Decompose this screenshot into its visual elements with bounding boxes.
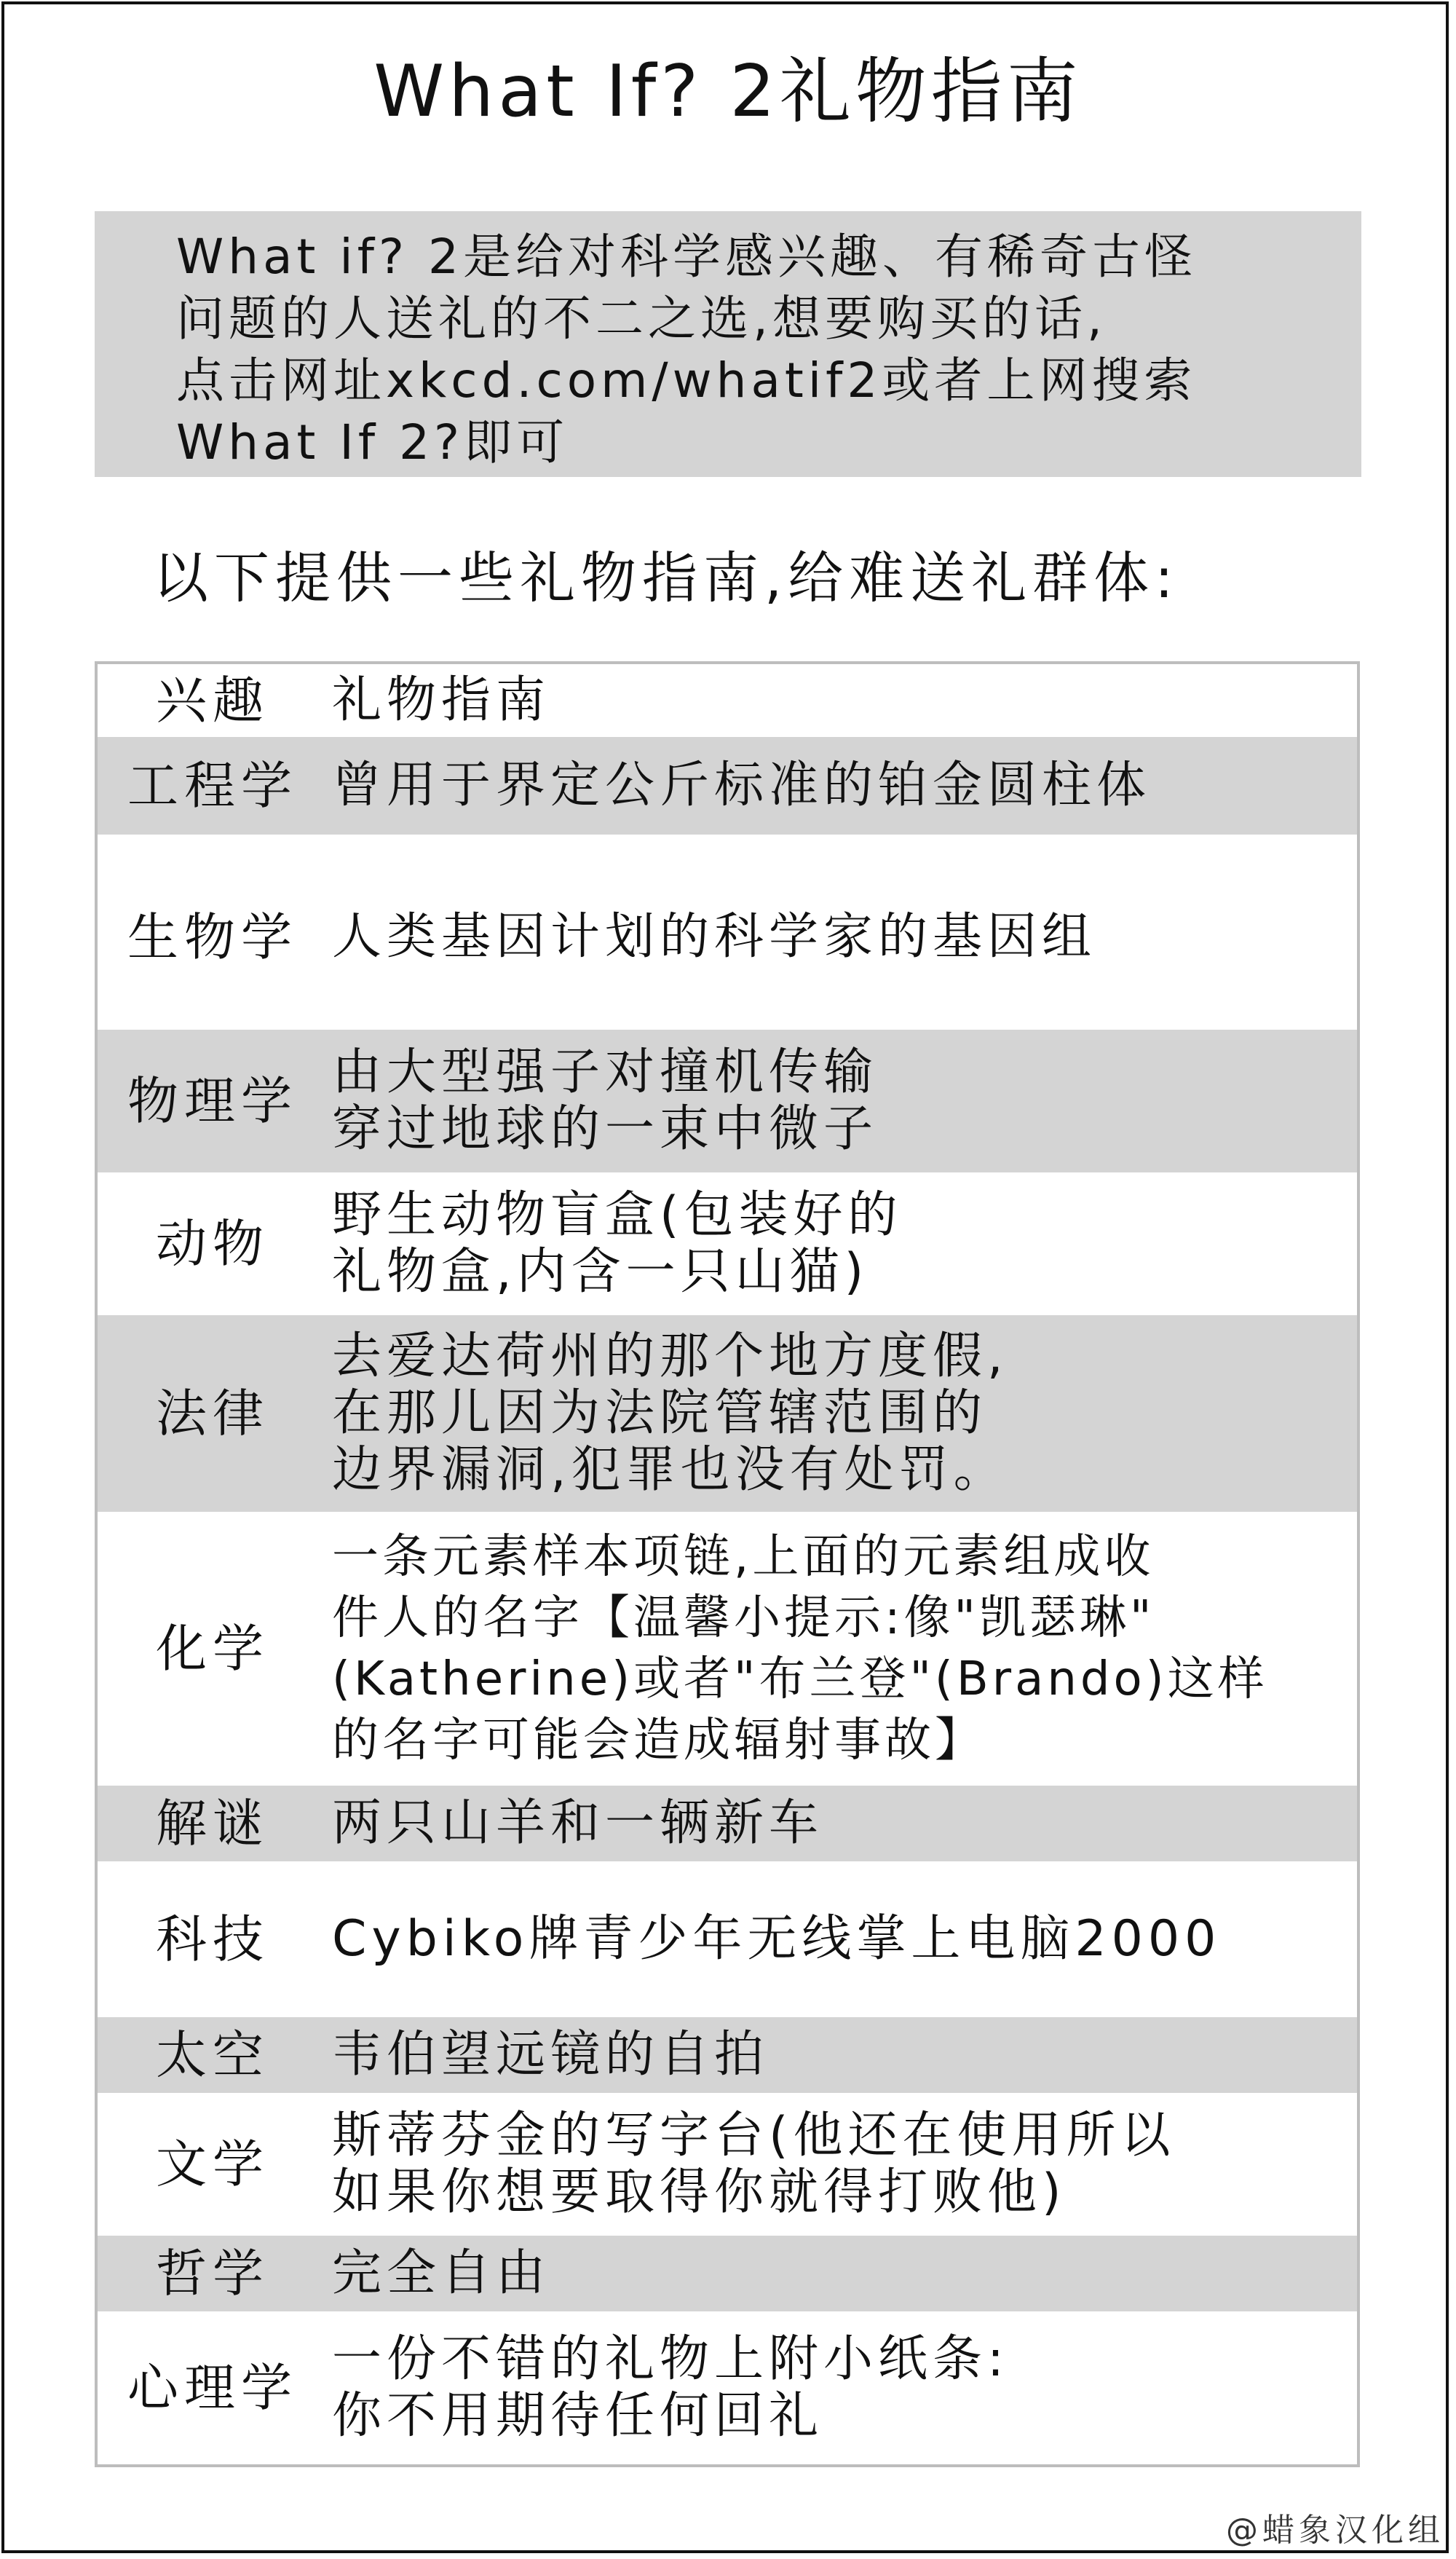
table-row [98,1512,1357,1786]
table-row [98,2236,1357,2311]
page-title: What If? 2礼物指南 [373,50,1083,133]
table-row [98,2093,1357,2236]
gift-line: 斯蒂芬金的写字台(他还在使用所以 [332,2107,1176,2164]
gift-line: 你不用期待任何回礼 [332,2387,824,2445]
table-row [98,888,1357,986]
row-gift [332,1187,1351,1301]
gift-line: 一份不错的礼物上附小纸条: [332,2330,1009,2388]
row-gift [332,2245,1351,2302]
gift-line: 曾用于界定公斤标准的铂金圆柱体 [332,757,1152,814]
row-category: 文学 [156,2134,269,2194]
intro-line: 点击网址xkcd.com/whatif2或者上网搜索 [176,352,1197,409]
row-category: 科技 [156,1909,269,1969]
row-gift [332,1526,1351,1771]
row-category: 生物学 [127,907,298,967]
table-row [98,1315,1357,1512]
row-gift [332,2107,1351,2221]
row-gift [332,1328,1351,1499]
gift-table [95,661,1360,2467]
gift-line: 去爱达荷州的那个地方度假, [332,1328,1008,1385]
row-category: 物理学 [127,1071,298,1131]
row-category: 法律 [156,1384,269,1443]
row-gift [332,1911,1351,1968]
gift-line: (Katherine)或者"布兰登"(Brando)这样 [332,1652,1268,1706]
row-gift [332,1044,1351,1158]
row-category: 化学 [156,1619,269,1679]
table-row [98,737,1357,835]
intro-line: What if? 2是给对科学感兴趣、有稀奇古怪 [176,229,1197,285]
row-category: 哲学 [156,2244,269,2303]
header-gift: 礼物指南 [332,671,551,729]
row-gift [332,757,1351,814]
table-row [98,2017,1357,2093]
row-gift [332,2331,1351,2445]
gift-line: 穿过地球的一束中微子 [332,1100,879,1158]
row-category: 心理学 [127,2358,298,2418]
row-category: 太空 [156,2025,269,2085]
intro-box [95,211,1361,477]
table-row [98,1786,1357,1861]
table-row [98,1030,1357,1172]
table-row [98,1172,1357,1315]
row-gift [332,2027,1351,2083]
subtitle: 以下提供一些礼物指南,给难送礼群体: [153,545,1179,610]
table-header-row [98,664,1357,737]
row-gift [332,909,1351,966]
row-category: 工程学 [127,756,298,816]
gift-line: 完全自由 [332,2244,551,2302]
table-row [98,2311,1357,2464]
row-category: 解谜 [156,1794,269,1853]
gift-line: 的名字可能会造成辐射事故】 [332,1714,985,1767]
gift-line: 件人的名字【温馨小提示:像"凯瑟琳" [332,1591,1155,1645]
gift-line: 礼物盒,内含一只山猫) [332,1243,869,1301]
gift-line: 由大型强子对撞机传输 [332,1044,879,1101]
gift-line: 一条元素样本项链,上面的元素组成收 [332,1530,1155,1584]
credit-watermark: @蜡象汉化组 [1226,2512,1444,2549]
table-row [98,1861,1357,2017]
gift-line: 韦伯望远镜的自拍 [332,2026,769,2083]
gift-line: 人类基因计划的科学家的基因组 [332,908,1097,966]
intro-line: What If 2?即可 [176,414,569,470]
gift-line: Cybiko牌青少年无线掌上电脑2000 [332,1910,1222,1968]
gift-line: 野生动物盲盒(包装好的 [332,1186,903,1244]
gift-line: 两只山羊和一辆新车 [332,1794,824,1852]
header-category: 兴趣 [156,671,269,730]
intro-line: 问题的人送礼的不二之选,想要购买的话, [176,291,1107,347]
row-gift [332,1795,1351,1852]
gift-line: 边界漏洞,犯罪也没有处罚。 [332,1441,1008,1499]
gift-line: 如果你想要取得你就得打败他) [332,2164,1067,2221]
row-category: 动物 [156,1214,269,1274]
gift-line: 在那儿因为法院管辖范围的 [332,1384,988,1442]
